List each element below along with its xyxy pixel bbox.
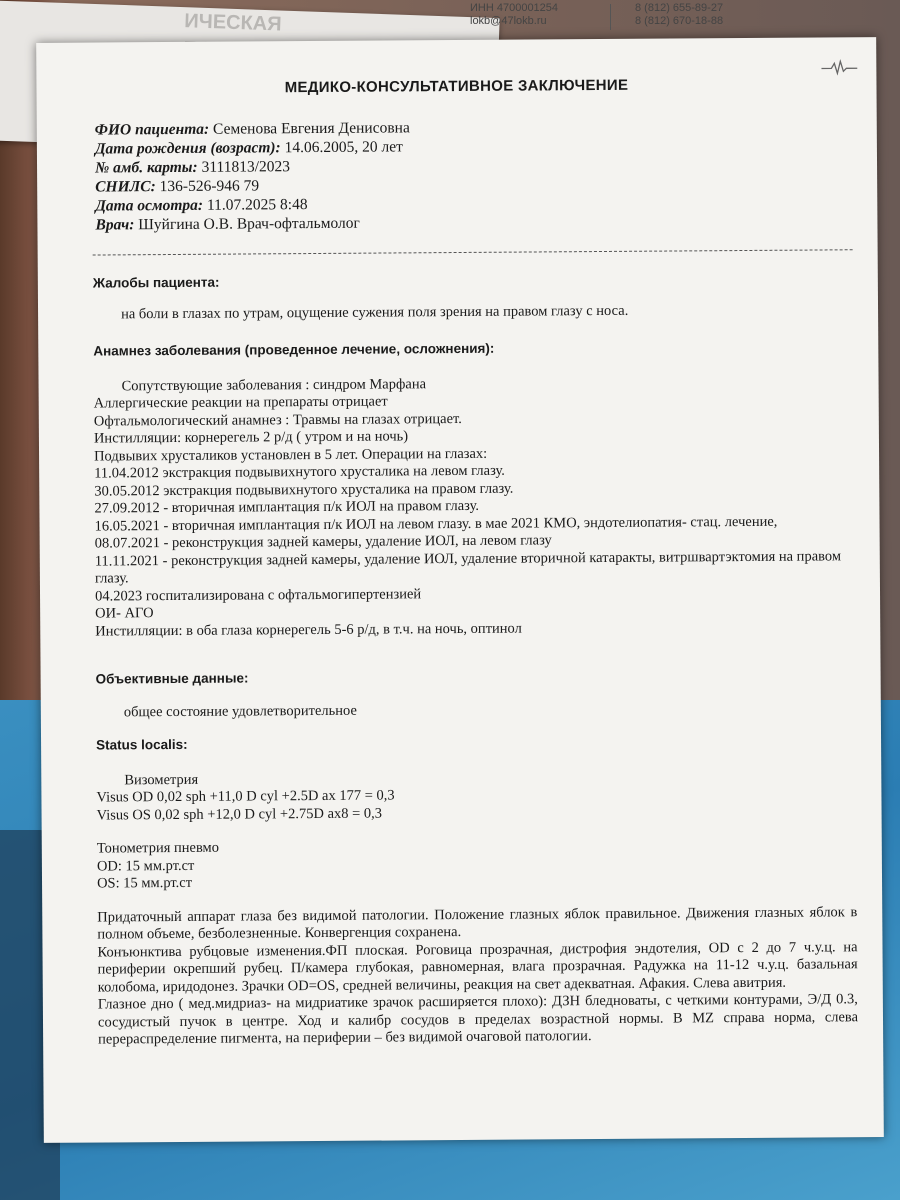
complaints-text: на боли в глазах по утрам, оцущение сужения поля зрения на правом глазу с носа. [121,302,629,322]
anamnesis-line: 16.05.2021 - вторичная имплантация п/к ИОЛ на левом глазу. в мае 2021 КМО, эндотелиопатия- стац. лечение, [94,513,778,535]
patient-fio-row [95,118,410,139]
anamnesis-line: Сопутствующие заболевания : синдром Марфана [121,375,427,394]
document-title: МЕДИКО-КОНСУЛЬТАТИВНОЕ ЗАКЛЮЧЕНИЕ [284,76,629,97]
dob-value: 14.06.2005, 20 лет [284,138,403,157]
doctor-label: Врач: [95,216,135,234]
hospital-name-line1: ИЧЕСКАЯ [184,10,282,36]
doctor-value: Шуйгина О.В. Врач-офтальмолог [138,214,360,234]
contacts-left [470,2,558,28]
visometry-label: Визометрия [124,771,199,788]
anamnesis-line: 11.04.2012 экстракция подвывихнутого хрусталика на левом глазу. [94,462,505,482]
card-label: № амб. карты: [94,158,198,177]
contacts-divider [610,4,611,30]
anamnesis-section [93,337,855,640]
snils-label: СНИЛС: [95,178,156,196]
fio-value: Семенова Евгения Денисовна [212,119,410,138]
anamnesis-line: 27.09.2012 - вторичная имплантация п/к ИОЛ на правом глазу. [94,497,480,517]
inn-text: ИНН 4700001254 [470,2,559,14]
tonometry-label: Тонометрия пневмо [96,839,220,857]
status-localis-section [96,731,858,1049]
email-text: lokb@47lokb.ru [470,15,547,27]
complaints-heading: Жалобы пациента: [92,274,220,291]
card-value: 3111813/2023 [201,158,291,176]
tonometry-os: OS: 15 мм.рт.ст [96,874,193,892]
patient-exam-row [95,194,410,215]
adnexa-paragraph: Придаточный аппарат глаза без видимой патологии. Положение глазных яблок правильное. Движения глазных яблок в полном объеме, безболезненные. Конвергенция сохранена. [97,903,858,943]
contacts-right [635,2,723,28]
exam-value: 11.07.2025 8:48 [206,196,308,214]
complaints-section [93,269,853,323]
patient-snils-row [95,175,410,196]
objective-heading: Объективные данные: [95,670,249,687]
patient-dob-row [95,137,410,158]
patient-doctor-row [95,213,410,234]
anamnesis-heading: Анамнез заболевания (проведенное лечение, осложнения): [93,340,495,359]
patient-card-row [95,156,410,177]
status-heading: Status localis: [96,736,188,753]
dob-label: Дата рождения (возраст): [94,139,281,158]
anamnesis-line: 30.05.2012 экстракция подвывихнутого хрусталика на правом глазу. [94,480,514,500]
anamnesis-line: Аллергические реакции на препараты отрицает [93,393,388,412]
anterior-segment-paragraph: Конъюнктива рубцовые изменения.ФП плоская. Роговица прозрачная, дистрофия эндотелия, OD с 2 до 7 ч.у.ц. на периферии окрепший рубец. П/камера глубокая, равномерная, влага прозрачная. Радужка на 11-12 ч.у.ц. базальная колобома, иридодонез. Зрачки OD=OS, средней величины, реакция на свет адекватная. Афакия. Слева авитрия. [97,938,858,996]
visus-od: Visus OD 0,02 sph +11,0 D cyl +2.5D ax 177 = 0,3 [96,787,395,806]
medical-report-page [36,37,884,1143]
anamnesis-line: 08.07.2021 - реконструкция задней камеры, удаление ИОЛ, на левом глазу [94,532,552,552]
tonometry-od: OD: 15 мм.рт.ст [96,857,195,875]
anamnesis-line: ОИ- АГО [95,605,154,622]
phone2-text: 8 (812) 670-18-88 [635,15,724,27]
letterhead-contacts [470,0,900,40]
fio-label: ФИО пациента: [94,120,210,139]
objective-section [96,665,856,721]
snils-value: 136-526-946 79 [159,177,260,196]
anamnesis-line: Инстилляции: корнерегель 2 р/д ( утром и на ночь) [93,428,409,447]
exam-label: Дата осмотра: [95,196,204,215]
heartbeat-wave-icon [821,59,857,75]
anamnesis-line: Офтальмологический анамнез : Травмы на глазах отрицает. [93,410,462,430]
dashed-divider [93,249,853,255]
patient-info [95,118,411,234]
phone1-text: 8 (812) 655-89-27 [635,2,724,14]
fundus-paragraph: Глазное дно ( мед.мидриаз- на мидриатике зрачок расширяется плохо): ДЗН бледноваты, с четкими контурами, Э/Д 0.3, сосудистый пучок в центре. Ход и калибр сосудов в пределах возрастной нормы. В MZ справа норма, слева перераспределение пигмента, на периферии – без видимой очаговой патологии. [97,991,859,1048]
anamnesis-line: Подвывих хрусталиков установлен в 5 лет. Операции на глазах: [94,445,488,465]
anamnesis-line: 11.11.2021 - реконструкция задней камеры, удаление ИОЛ, удаление вторичной катаракты, витршвартэктомия на правом глазу. [94,547,842,587]
objective-text: общее состояние удовлетворительное [123,702,357,720]
visus-os: Visus OS 0,02 sph +12,0 D cyl +2.75D ax8 = 0,3 [96,805,383,824]
anamnesis-line: Инстилляции: в оба глаза корнерегель 5-6 р/д, в т.ч. на ночь, оптинол [95,620,522,640]
anamnesis-line: 04.2023 госпитализирована с офтальмогипертензией [94,585,422,605]
